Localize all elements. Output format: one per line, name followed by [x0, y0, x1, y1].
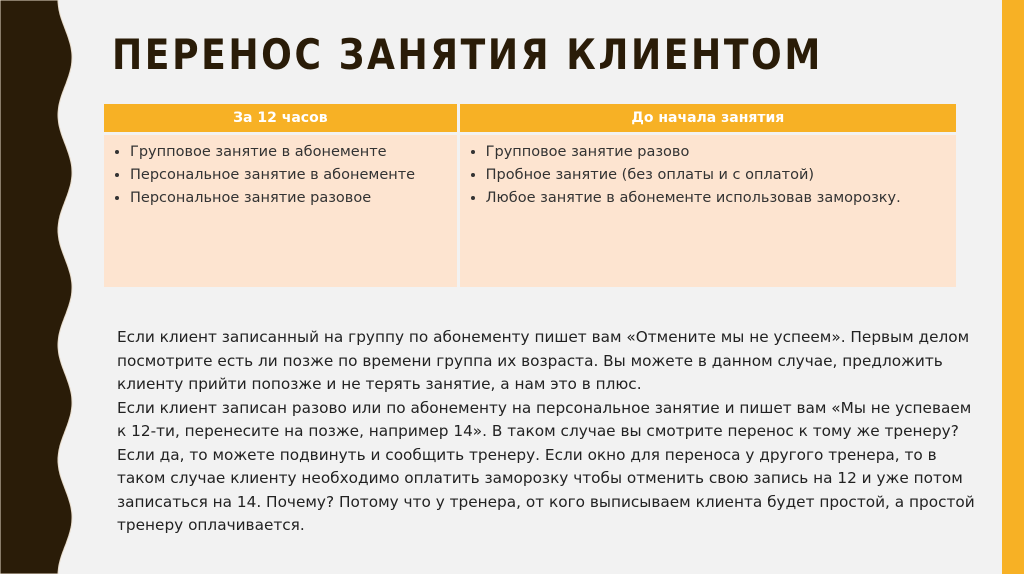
list-item: • Любое занятие в абонементе использовав заморозку.	[486, 187, 948, 210]
header-before-class: До начала занятия	[460, 104, 956, 132]
cell-before-class	[460, 135, 956, 287]
header-12-hours: За 12 часов	[104, 104, 457, 132]
list-item: • Пробное занятие (без оплаты и с оплатой)	[486, 164, 948, 187]
paragraph: Если клиент записанный на группу по абонементу пишет вам «Отмените мы не успеем». Первым делом посмотрите есть ли позже по времени группа их возраста. Вы можете в данном случае, предложить клиенту прийти попозже и не терять занятие, а нам это в плюс.	[117, 328, 970, 393]
wavy-side-decoration	[0, 0, 80, 574]
accent-bar	[1002, 0, 1024, 574]
body-text	[117, 326, 977, 538]
list-item: • Групповое занятие в абонементе	[130, 141, 449, 164]
transfer-table	[101, 101, 959, 290]
slide-title: ПЕРЕНОС ЗАНЯТИЯ КЛИЕНТОМ	[112, 30, 823, 79]
list-item: • Групповое занятие разово	[486, 141, 948, 164]
list-item: • Персональное занятие разовое	[130, 187, 449, 210]
list-item: • Персональное занятие в абонементе	[130, 164, 449, 187]
cell-12-hours	[104, 135, 457, 287]
paragraph: Если клиент записан разово или по абонементу на персональное занятие и пишет вам «Мы не успеваем к 12-ти, перенесите на позже, например 14». В таком случае вы смотрите перенос к тому же тренеру? Если да, то можете подвинуть и сообщить тренеру. Если окно для переноса у другого тренера, то в таком случае клиенту необходимо оплатить заморозку чтобы отменить свою запись на 12 и уже потом записаться на 14. Почему? Потому что у тренера, от кого выписываем клиента будет простой, а простой тренеру оплачивается.	[117, 398, 975, 534]
